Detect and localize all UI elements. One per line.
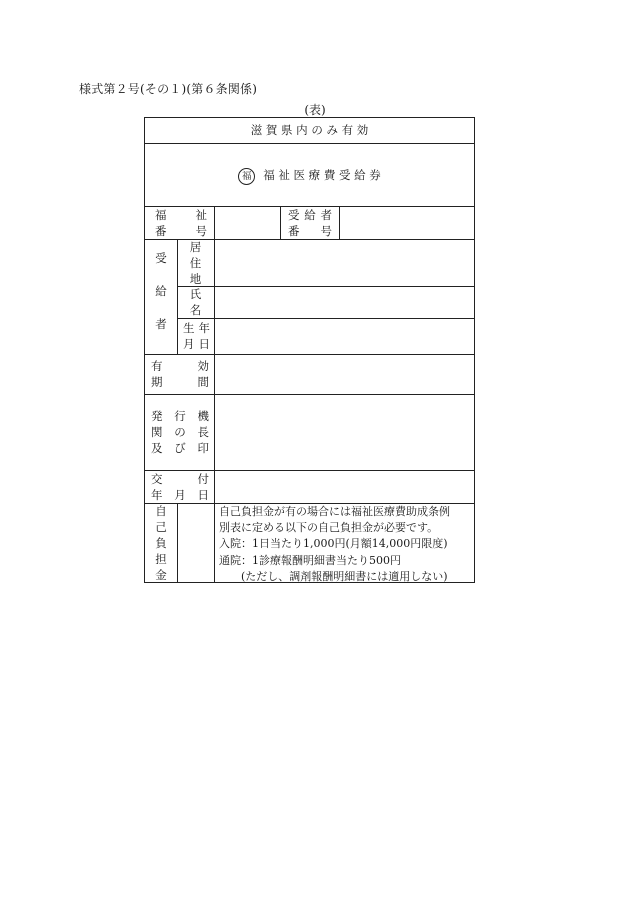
copay-notice-line: 自己負担金が有の場合には福祉医療費助成条例 bbox=[219, 505, 450, 518]
issuer-label: 発 行 機 関 の 長 及 び 印 bbox=[151, 409, 209, 455]
issue-date-label: 交 付 年 月 日 bbox=[151, 472, 209, 502]
ticket-title: 福 祉 医 療 費 受 給 券 bbox=[263, 168, 381, 182]
side-label: (表) bbox=[304, 103, 326, 117]
copay-notice bbox=[219, 504, 473, 585]
recipient-number-label: 受 給 者 番 号 bbox=[288, 208, 332, 238]
form-number: 様式第２号(その１)(第６条関係) bbox=[79, 82, 258, 96]
copay-notice-line: (ただし、調剤報酬明細書には適用しない) bbox=[241, 569, 448, 583]
address-label: 居 住 地 bbox=[189, 240, 202, 286]
ticket-title-row bbox=[145, 167, 474, 185]
name-label: 氏 名 bbox=[189, 287, 202, 317]
validity-period-label: 有 効 期 間 bbox=[151, 359, 209, 389]
copay-notice-line: 通院：1診療報酬明細書当たり500円 bbox=[219, 553, 401, 567]
recipient-group-label: 受 給 者 bbox=[155, 251, 167, 331]
birth-date-label: 生 年 月 日 bbox=[183, 321, 210, 351]
copay-notice-line: 別表に定める以下の自己負担金が必要です。 bbox=[219, 521, 439, 535]
fuku-seal-icon: 福 bbox=[238, 168, 255, 185]
copay-notice-line: 入院：1日当たり1,000円(月額14,000円限度) bbox=[219, 537, 448, 551]
ticket-form bbox=[144, 117, 475, 583]
welfare-number-label: 福 祉 番 号 bbox=[155, 208, 207, 238]
validity-area-label: 滋 賀 県 内 の み 有 効 bbox=[250, 123, 369, 137]
copay-label: 自 己 負 担 金 bbox=[155, 504, 167, 582]
